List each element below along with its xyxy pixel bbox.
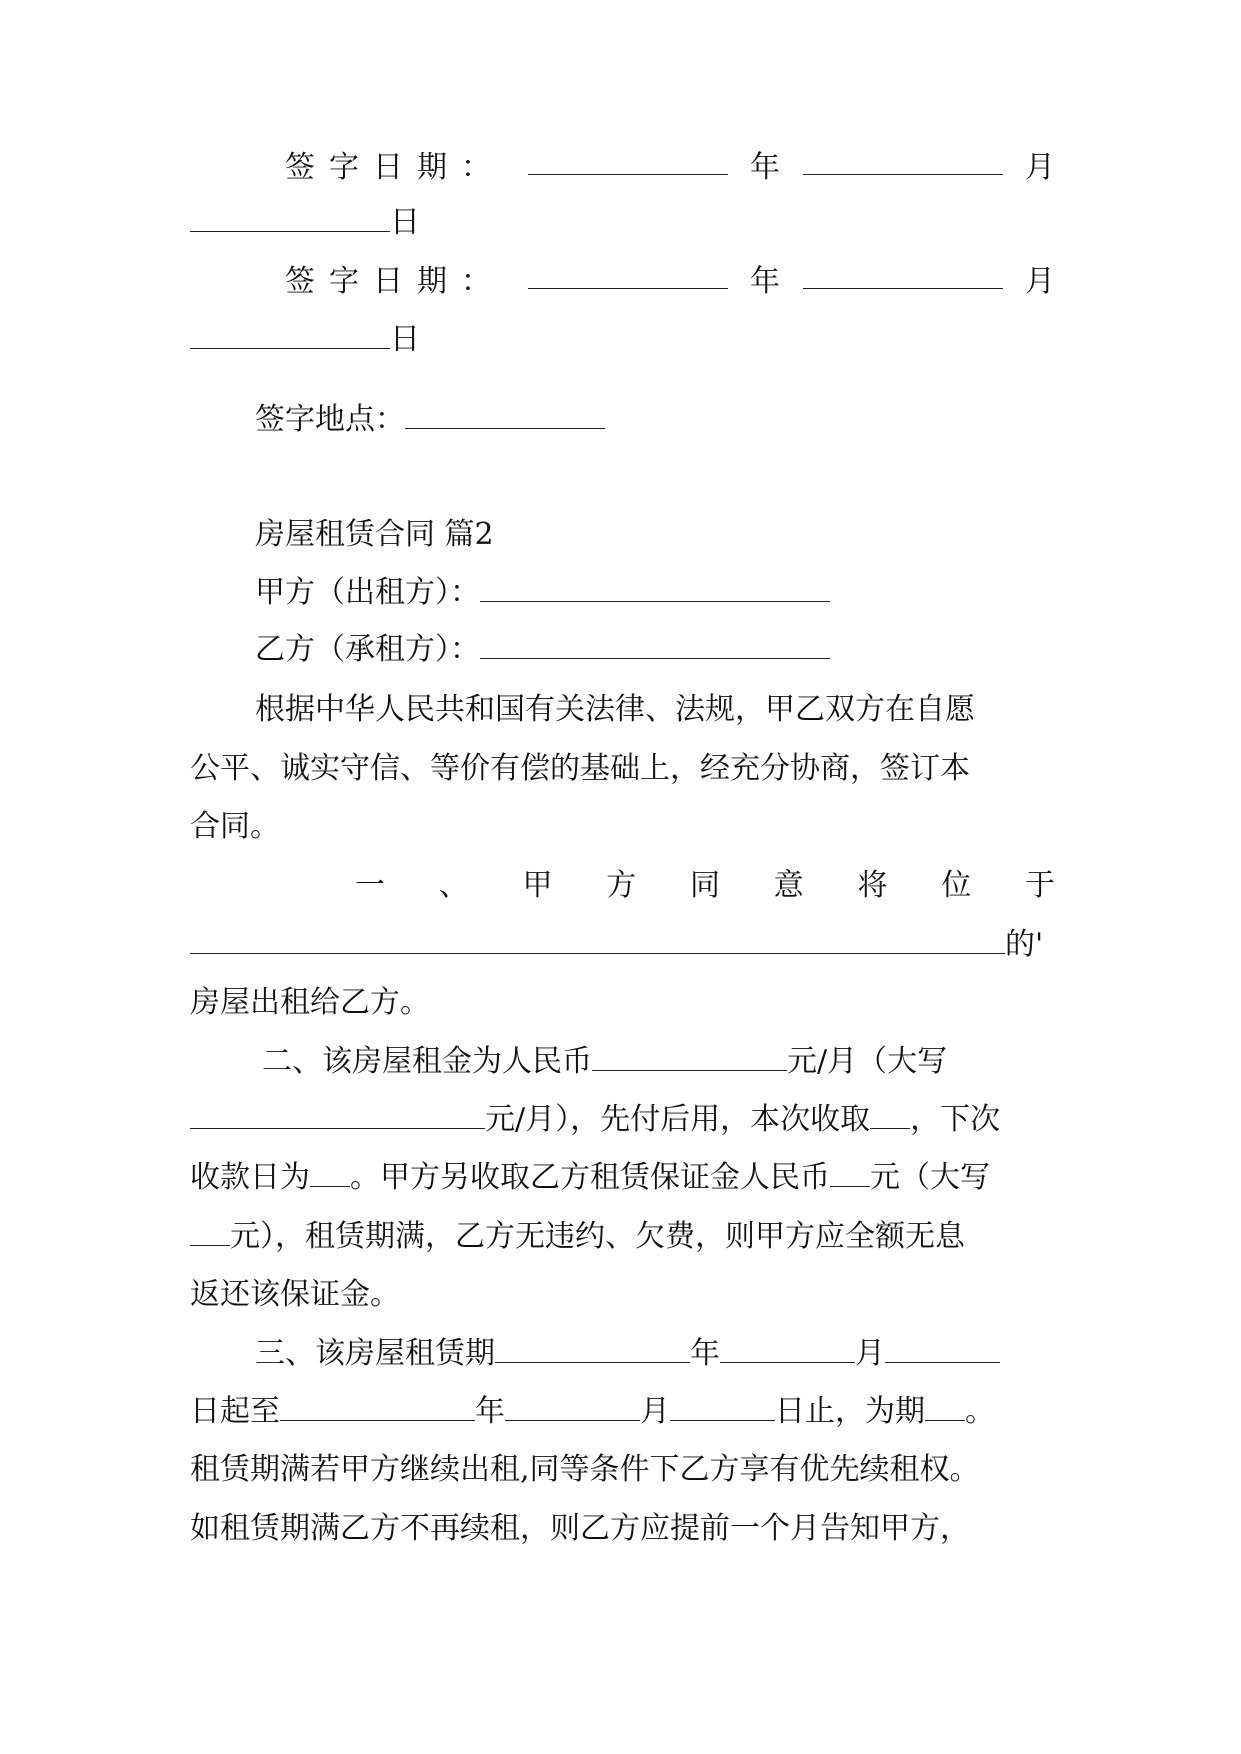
- blank-location: [190, 927, 1005, 954]
- month-label: 月: [1025, 264, 1055, 299]
- blank-end-day: [670, 1394, 775, 1421]
- blank-deposit-words: [190, 1219, 230, 1246]
- clause-2-text: 。甲方另收取乙方租赁保证金人民币: [350, 1160, 830, 1195]
- year-label: 年: [750, 264, 780, 299]
- clause-3-line-2: [190, 1392, 1055, 1432]
- clause-1-char: 一: [355, 868, 385, 903]
- blank-rent-words: [190, 1102, 485, 1129]
- month-label: 月: [1025, 150, 1055, 185]
- blank-party-a: [480, 575, 830, 602]
- clause-2-line-1: [262, 1042, 1127, 1082]
- clause-2-text: 收款日为: [190, 1160, 310, 1195]
- blank-start-year: [495, 1336, 690, 1363]
- intro-line-3: 合同。: [190, 809, 280, 844]
- clause-3-text: 日止，为期: [775, 1394, 925, 1429]
- clause-3-text: 年: [475, 1394, 505, 1429]
- clause-3-line-3: 租赁期满若甲方继续出租,同等条件下乙方享有优先续租权。: [190, 1452, 980, 1487]
- blank-start-month: [720, 1336, 855, 1363]
- clause-2-text: ，下次: [910, 1102, 1001, 1137]
- blank-party-b: [480, 632, 830, 659]
- party-a-label: 甲方（出租方）：: [255, 575, 480, 610]
- clause-2-text: 元（大写: [870, 1160, 990, 1195]
- clause-1-char: 同: [690, 868, 720, 903]
- blank-day: [190, 205, 390, 232]
- blank-place: [405, 402, 605, 429]
- clause-2-text: 二、该房屋租金为人民币: [262, 1044, 592, 1079]
- clause-1-line-3: 房屋出租给乙方。: [190, 985, 430, 1020]
- blank-deposit: [830, 1160, 870, 1187]
- blank-collected: [870, 1102, 910, 1129]
- clause-1-char: 方: [606, 868, 637, 903]
- sign-place-line: [255, 400, 1120, 440]
- clause-3-text: 日起至: [190, 1394, 280, 1429]
- party-b-line: [255, 630, 1120, 670]
- clause-3-text: 月: [640, 1394, 670, 1429]
- blank-day: [190, 322, 390, 349]
- party-a-line: [255, 573, 1120, 613]
- sign-date-day-line-2: [190, 320, 1055, 360]
- clause-3-text: 月: [855, 1336, 885, 1371]
- clause-1-char: 将: [857, 868, 888, 903]
- clause-3-line-1: [255, 1334, 1120, 1374]
- blank-end-month: [505, 1394, 640, 1421]
- sign-date-label: 签字日期：: [285, 150, 505, 185]
- clause-1-line-2: [190, 925, 1055, 965]
- clause-2-text: 元），租赁期满，乙方无违约、欠费，则甲方应全额无息: [230, 1219, 965, 1254]
- clause-1-suffix: 的': [1005, 927, 1044, 962]
- clause-3-text: 。: [965, 1394, 995, 1429]
- day-label: 日: [390, 322, 420, 357]
- clause-2-line-4: [190, 1217, 1055, 1257]
- blank-next-date: [310, 1160, 350, 1187]
- clause-2-line-3: [190, 1158, 1055, 1198]
- clause-1-char: 意: [773, 868, 804, 903]
- year-label: 年: [750, 150, 780, 185]
- blank-year: [528, 148, 728, 175]
- clause-2-text: 元/月（大写: [787, 1044, 948, 1079]
- intro-line-1: 根据中华人民共和国有关法律、法规，甲乙双方在自愿: [255, 692, 975, 727]
- clause-1-char: 位: [941, 868, 972, 903]
- clause-3-line-4: 如租赁期满乙方不再续租，则乙方应提前一个月告知甲方，: [190, 1511, 970, 1546]
- clause-2-line-5: 返还该保证金。: [190, 1277, 400, 1312]
- clause-3-text: 三、该房屋租赁期: [255, 1336, 495, 1371]
- intro-line-2: 公平、诚实守信、等价有偿的基础上，经充分协商，签订本: [190, 751, 970, 786]
- clause-1-char: 于: [1025, 868, 1055, 903]
- clause-1-char: 、: [438, 868, 469, 903]
- day-label: 日: [390, 205, 420, 240]
- blank-term: [925, 1394, 965, 1421]
- sign-date-label: 签字日期：: [285, 264, 505, 299]
- blank-start-day: [885, 1336, 1000, 1363]
- party-b-label: 乙方（承租方）：: [255, 632, 480, 667]
- clause-1-line-1: [355, 866, 1055, 906]
- sign-date-line-2: [285, 262, 1055, 302]
- clause-2-line-2: [190, 1100, 1055, 1140]
- sign-place-label: 签字地点：: [255, 402, 405, 437]
- blank-end-year: [280, 1394, 475, 1421]
- clause-3-text: 年: [690, 1336, 720, 1371]
- blank-month: [803, 262, 1003, 289]
- blank-rent: [592, 1044, 787, 1071]
- blank-month: [803, 148, 1003, 175]
- sign-date-day-line-1: [190, 203, 1055, 243]
- clause-2-text: 元/月），先付后用，本次收取: [485, 1102, 871, 1137]
- blank-year: [528, 262, 728, 289]
- contract-heading: 房屋租赁合同 篇2: [255, 517, 494, 552]
- sign-date-line-1: [285, 148, 1055, 188]
- clause-1-char: 甲: [522, 868, 553, 903]
